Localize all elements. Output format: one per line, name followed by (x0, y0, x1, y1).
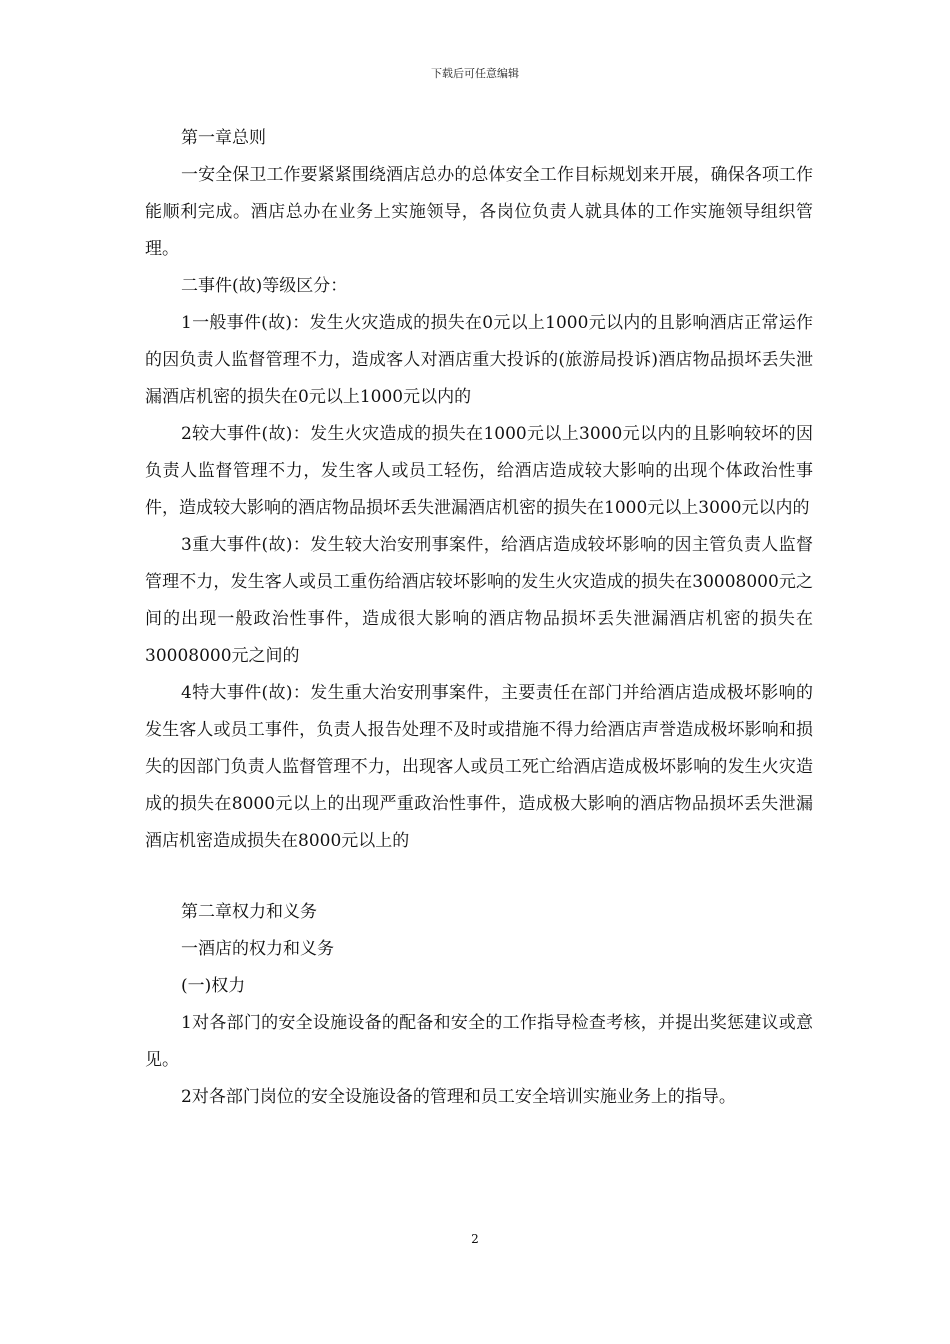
chapter-1-paragraph-4: 2较大事件(故)：发生火灾造成的损失在1000元以上3000元以内的且影响较坏的因负责人监督管理不力，发生客人或员工轻伤，给酒店造成较大影响的出现个体政治性事件，造成较大影响的酒店物品损坏丢失泄漏酒店机密的损失在1000元以上3000元以内的 (145, 424, 813, 518)
chapter-2-heading: 第二章权力和义务 (181, 902, 317, 922)
chapter-2-paragraph-4: 2对各部门岗位的安全设施设备的管理和员工安全培训实施业务上的指导。 (181, 1087, 736, 1107)
chapter-1-heading: 第一章总则 (181, 128, 266, 148)
chapter-1-paragraph-1: 一安全保卫工作要紧紧围绕酒店总办的总体安全工作目标规划来开展，确保各项工作能顺利完成。酒店总办在业务上实施领导，各岗位负责人就具体的工作实施领导组织管理。 (145, 165, 813, 259)
chapter-1-paragraph-5: 3重大事件(故)：发生较大治安刑事案件，给酒店造成较坏影响的因主管负责人监督管理不力，发生客人或员工重伤给酒店较坏影响的发生火灾造成的损失在30008000元之间的出现一般政治性事件，造成很大影响的酒店物品损坏丢失泄漏酒店机密的损失在30008000元之间的 (145, 535, 813, 666)
document-body (145, 120, 813, 1116)
page-header: 下载后可任意编辑 (431, 67, 519, 80)
page-number: 2 (471, 1232, 479, 1246)
chapter-1-paragraph-3: 1一般事件(故)：发生火灾造成的损失在0元以上1000元以内的且影响酒店正常运作的因负责人监督管理不力，造成客人对酒店重大投诉的(旅游局投诉)酒店物品损坏丢失泄漏酒店机密的损失在0元以上1000元以内的 (145, 313, 813, 407)
chapter-2-paragraph-3: 1对各部门的安全设施设备的配备和安全的工作指导检查考核，并提出奖惩建议或意见。 (145, 1013, 813, 1070)
chapter-2-paragraph-1: 一酒店的权力和义务 (181, 939, 334, 959)
section-spacer (145, 860, 813, 894)
chapter-1-paragraph-2: 二事件(故)等级区分： (181, 276, 348, 296)
chapter-1-paragraph-6: 4特大事件(故)：发生重大治安刑事案件，主要责任在部门并给酒店造成极坏影响的发生客人或员工事件，负责人报告处理不及时或措施不得力给酒店声誉造成极坏影响和损失的因部门负责人监督管理不力，出现客人或员工死亡给酒店造成极坏影响的发生火灾造成的损失在8000元以上的出现严重政治性事件，造成极大影响的酒店物品损坏丢失泄漏酒店机密造成损失在8000元以上的 (145, 683, 813, 851)
chapter-2-paragraph-2: (一)权力 (181, 976, 246, 996)
